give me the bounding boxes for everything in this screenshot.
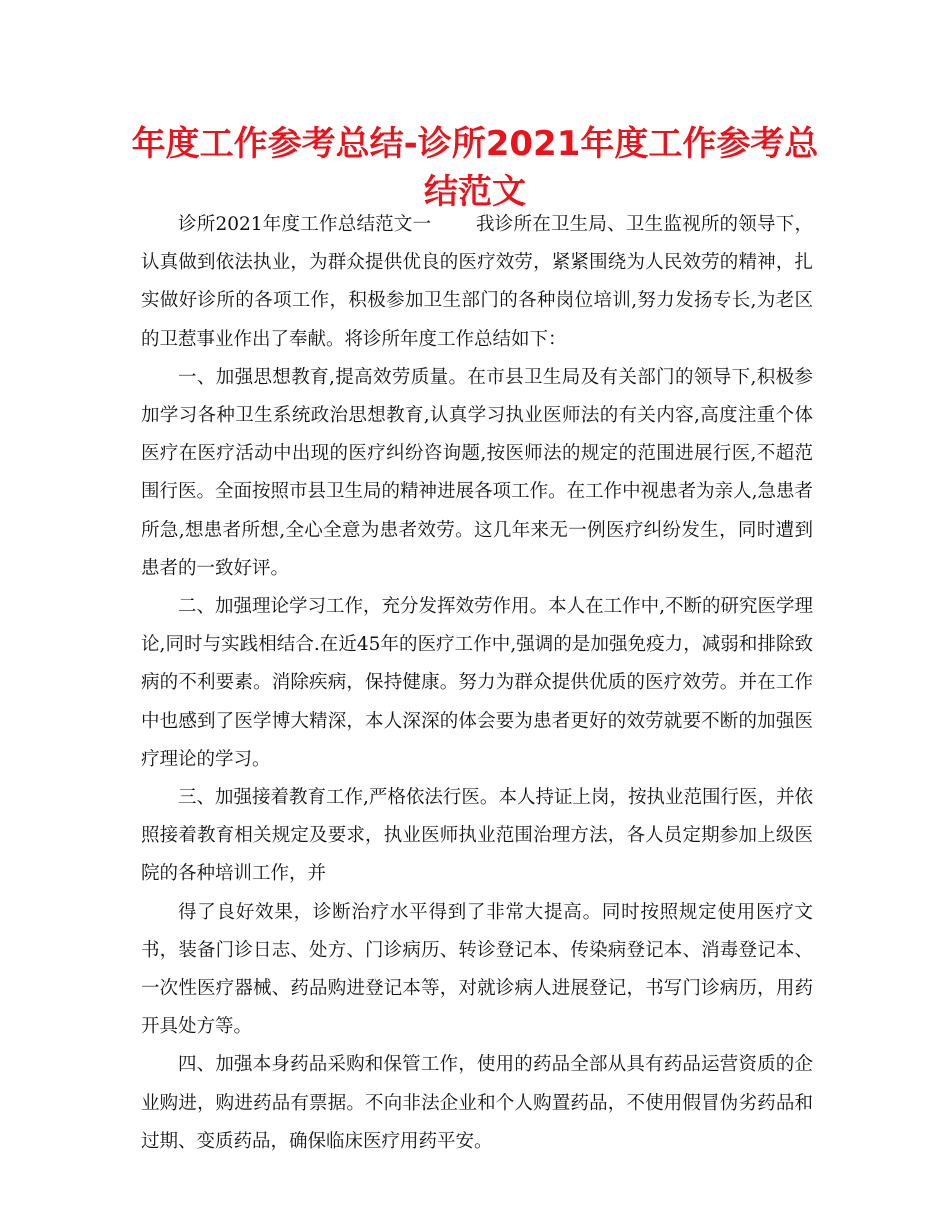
document-body: [141, 206, 813, 1161]
body-paragraph-2: 二、加强理论学习工作，充分发挥效劳作用。本人在工作中,不断的研究医学理论,同时与实践相结合.在近45年的医疗工作中,强调的是加强免疫力，减弱和排除致病的不利要素。消除疾病，保持健康。努力为群众提供优质的医疗效劳。并在工作中也感到了医学博大精深，本人深深的体会要为患者更好的效劳就要不断的加强医疗理论的学习。: [141, 596, 813, 770]
body-paragraph-5: 四、加强本身药品采购和保管工作，使用的药品全部从具有药品运营资质的企业购进，购进药品有票据。不向非法企业和个人购置药品，不使用假冒伪劣药品和过期、变质药品，确保临床医疗用药平安。: [141, 1054, 813, 1152]
intro-paragraph: [141, 206, 813, 359]
body-paragraph-1: 一、加强思想教育,提高效劳质量。在市县卫生局及有关部门的领导下,积极参加学习各种卫生系统政治思想教育,认真学习执业医师法的有关内容,高度注重个体医疗在医疗活动中出现的医疗纠纷咨询题,按医师法的规定的范围进展行医,不超范围行医。全面按照市县卫生局的精神进展各项工作。在工作中视患者为亲人,急患者所急,想患者所想,全心全意为患者效劳。这几年来无一例医疗纠纷发生，同时遭到患者的一致好评。: [141, 366, 813, 579]
intro-heading: 诊所2021年度工作总结范文一: [178, 214, 432, 235]
body-paragraph-3: 三、加强接着教育工作,严格依法行医。本人持证上岗，按执业范围行医，并依照接着教育相关规定及要求，执业医师执业范围治理方法，各人员定期参加上级医院的各种培训工作，并: [141, 787, 813, 885]
document-title: 年度工作参考总结-诊所2021年度工作参考总结范文: [131, 124, 819, 212]
intro-text: 我诊所在卫生局、卫生监视所的领导下，认真做到依法执业，为群众提供优良的医疗效劳，紧紧围绕为人民效劳的精神，扎实做好诊所的各项工作，积极参加卫生部门的各种岗位培训,努力发扬专长,为老区的卫惹事业作出了奉献。将诊所年度工作总结如下：: [141, 214, 813, 350]
body-paragraph-4: 得了良好效果，诊断治疗水平得到了非常大提高。同时按照规定使用医疗文书，装备门诊日志、处方、门诊病历、转诊登记本、传染病登记本、消毒登记本、一次性医疗器械、药品购进登记本等，对就诊病人进展登记，书写门诊病历，用药开具处方等。: [141, 901, 813, 1038]
